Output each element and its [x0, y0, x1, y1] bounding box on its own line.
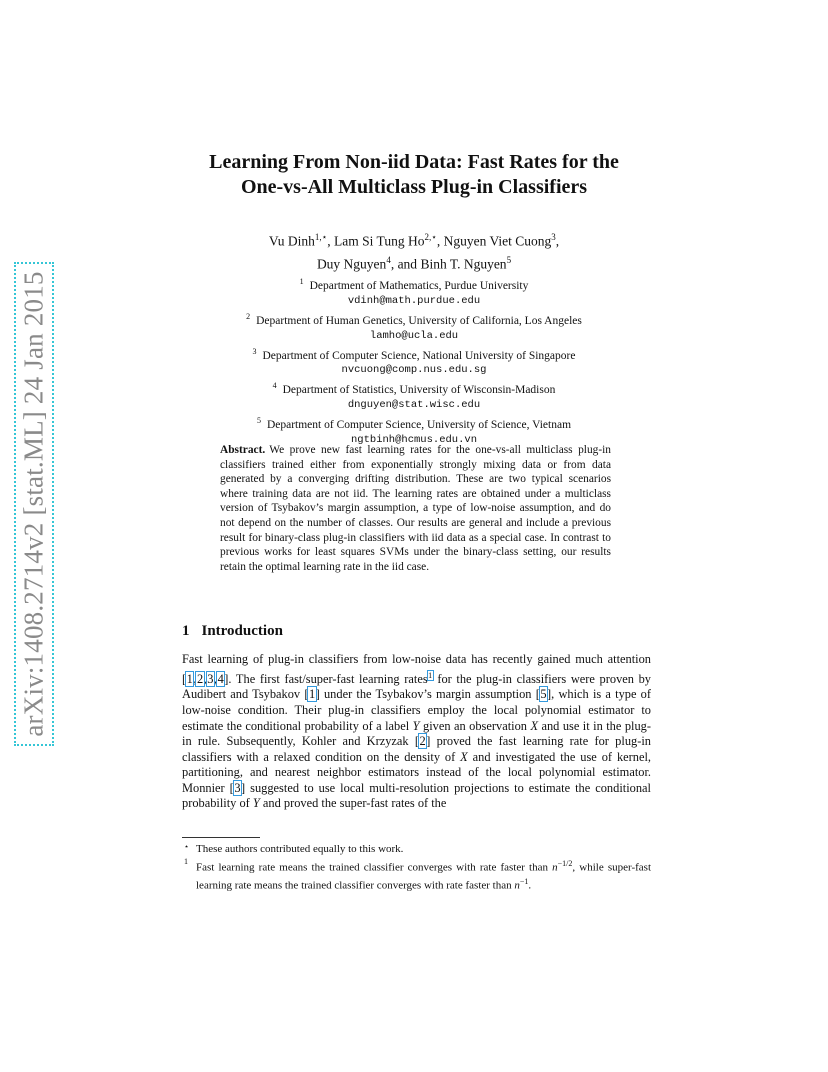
- arxiv-stamp: [14, 262, 54, 746]
- citation-link[interactable]: 5: [540, 687, 547, 702]
- math-var-n: n: [514, 879, 520, 892]
- footnote-text: Fast learning rate means the trained classifier converges with rate faster than: [196, 861, 553, 874]
- email-3[interactable]: nvcuong@comp.nus.edu.sg: [341, 364, 487, 377]
- footnote-rule: [182, 837, 260, 838]
- footnote-text: .: [528, 879, 532, 892]
- intro-text: and investigated the use of kernel, partitioning, and nearest neighbor estimators instead of the local polynomial estimator. Monnier [: [182, 749, 651, 795]
- author-2: Lam Si Tung Ho: [334, 233, 425, 249]
- affiliation-dept: Department of Computer Science, University of Science, Vietnam: [266, 419, 572, 432]
- footnote-ref-link[interactable]: 1: [428, 670, 433, 680]
- section-title: Introduction: [201, 623, 283, 639]
- affiliation-3: [180, 344, 648, 364]
- math-exponent: −1: [519, 876, 529, 886]
- math-var-y: Y: [252, 796, 260, 811]
- citation-link[interactable]: 2: [419, 734, 426, 749]
- footnote-star: [182, 842, 651, 856]
- intro-text: ] suggested to use local multi-resolution projections to estimate the conditional probability of: [182, 780, 651, 811]
- author-1: Vu Dinh: [268, 233, 315, 249]
- affiliation-mark: 5: [256, 416, 261, 426]
- math-var-n: n: [552, 861, 558, 874]
- affiliation-dept: Department of Statistics, University of Wisconsin-Madison: [282, 384, 556, 397]
- affiliation-2: [180, 309, 648, 329]
- footnote-text: These authors contributed equally to this work.: [196, 843, 404, 855]
- footnote-1: [182, 857, 651, 892]
- author-and: and: [397, 256, 418, 271]
- citation-link[interactable]: 3: [207, 671, 214, 686]
- intro-text: Fast learning of plug-in classifiers from low-noise data has recently gained much attention [: [182, 652, 651, 686]
- arxiv-id: arXiv:1408.2714v2 [stat.ML] 24 Jan 2015: [18, 271, 49, 737]
- citation-link[interactable]: 4: [217, 671, 224, 686]
- affiliation-dept: Department of Computer Science, National University of Singapore: [262, 349, 576, 362]
- intro-text: ]. The first fast/super-fast learning rates: [224, 671, 428, 686]
- email-4[interactable]: dnguyen@stat.wisc.edu: [347, 399, 481, 412]
- author-2-mark: 2,⋆: [424, 232, 437, 242]
- author-1-mark: 1,⋆: [314, 232, 328, 242]
- math-exponent: −1/2: [557, 859, 573, 868]
- author-3-mark: 3: [551, 232, 556, 242]
- intro-text: and use it in the plug-in rule. Subsequently, Kohler and Krzyzak [: [182, 718, 651, 749]
- abstract-text: We prove new fast learning rates for the one-vs-all multiclass plug-in classifiers trained either from exponentially strongly mixing data or from data generated by a converging drifting distribution. These are two typical scenarios where training data are not iid. The learning rates are obtained under a multiclass version of Tsybakov’s margin assumption, a type of low-noise assumption, and do not depend on the number of classes. Our results are general and include a previous result for binary-class plug-in classifiers with iid data as a special case. In contrast to previous works for least squares SVMs under the binary-class setting, our results retain the optimal learning rate in the iid case.: [220, 444, 611, 573]
- intro-paragraph: Fast learning of plug-in classifiers from low-noise data has recently gained much attention [1,2,3,4]. The first fast/super-fast learning rates$^1$ for the plug-in classifiers were proven by Audibert and Tsybakov [1] under the Tsybakov’s margin assumption [5], which is a type of low-noise condition. Their plug-in classifiers employ the local polynomial estimator to estimate the conditional probability of a label Y given an observation X and use it in the plug-in rule. Subsequently, Kohler and Krzyzak [2] proved the fast learning rate for plug-in classifiers with a relaxed condition on the density of X and investigated the use of kernel, partitioning, and nearest neighbor estimators instead of the local polynomial estimator. Monnier [3] suggested to use local multi-resolution projections to estimate the conditional probability of Y and proved the super-fast rates of the: [182, 652, 651, 811]
- paper-title: [160, 150, 668, 200]
- abstract: [220, 443, 611, 574]
- math-var-y: Y: [412, 718, 420, 733]
- intro-text: ] under the Tsybakov’s margin assumption [: [315, 687, 540, 702]
- affiliation-mark: 3: [252, 346, 257, 356]
- title-line-2: One-vs-All Multiclass Plug-in Classifiers: [240, 176, 588, 198]
- intro-text: for the plug-in classifiers were proven by Audibert and Tsybakov [: [182, 671, 651, 702]
- email-5[interactable]: ngtbinh@hcmus.edu.vn: [350, 434, 478, 447]
- affiliation-1: [180, 274, 648, 294]
- affiliation-5: [180, 413, 648, 433]
- citation-link[interactable]: 3: [234, 780, 241, 795]
- affiliation-dept: Department of Human Genetics, University of California, Los Angeles: [256, 314, 582, 327]
- footnote-text: , while super-fast learning rate means the trained classifier converges with rate faster than: [196, 861, 651, 892]
- citation-link[interactable]: 1: [186, 671, 193, 686]
- author-3: Nguyen Viet Cuong: [443, 233, 552, 249]
- section-number: 1: [182, 623, 190, 639]
- footnotes: [182, 842, 651, 893]
- intro-text: ] proved the fast learning rate for plug-in classifiers with a relaxed condition on the density of: [182, 734, 651, 764]
- abstract-label: Abstract.: [220, 444, 266, 456]
- affiliation-mark: 4: [272, 381, 277, 391]
- email-2[interactable]: lamho@ucla.edu: [369, 329, 459, 342]
- math-var-x: X: [530, 718, 539, 733]
- footnote-mark: 1: [184, 857, 188, 866]
- section-heading: [182, 623, 283, 640]
- affiliation-dept: Department of Mathematics, Purdue University: [309, 279, 529, 292]
- citation-link[interactable]: 1: [308, 687, 316, 702]
- author-4: Duy Nguyen: [316, 256, 387, 271]
- footnote-mark: ⋆: [184, 842, 190, 851]
- email-1[interactable]: vdinh@math.purdue.edu: [347, 294, 481, 307]
- math-var-x: X: [460, 749, 468, 764]
- author-5: Binh T. Nguyen: [420, 256, 507, 271]
- affiliations: [180, 274, 648, 448]
- intro-text: given an observation: [419, 718, 531, 733]
- affiliation-mark: 2: [246, 311, 251, 321]
- title-line-1: Learning From Non-iid Data: Fast Rates for the: [209, 151, 619, 173]
- affiliation-mark: 1: [299, 277, 304, 286]
- author-list: Vu Dinh$^{1,⋆}$, Lam Si Tung $Ho^{2,⋆}$, Nguyen Viet Cuong$^3$, Duy Nguyen$^4$, and Binh T. Nguyen$^5$: [268, 232, 560, 271]
- affiliation-4: [180, 378, 648, 398]
- author-4-mark: 4: [386, 254, 391, 265]
- citation-link[interactable]: 2: [196, 671, 204, 686]
- intro-text: ], which is a type of low-noise condition. Their plug-in classifiers employ the local polynomial estimator to estimate the conditional probability of a label: [182, 687, 651, 733]
- intro-text: and proved the super-fast rates of the: [259, 796, 447, 811]
- author-5-mark: 5: [506, 254, 512, 265]
